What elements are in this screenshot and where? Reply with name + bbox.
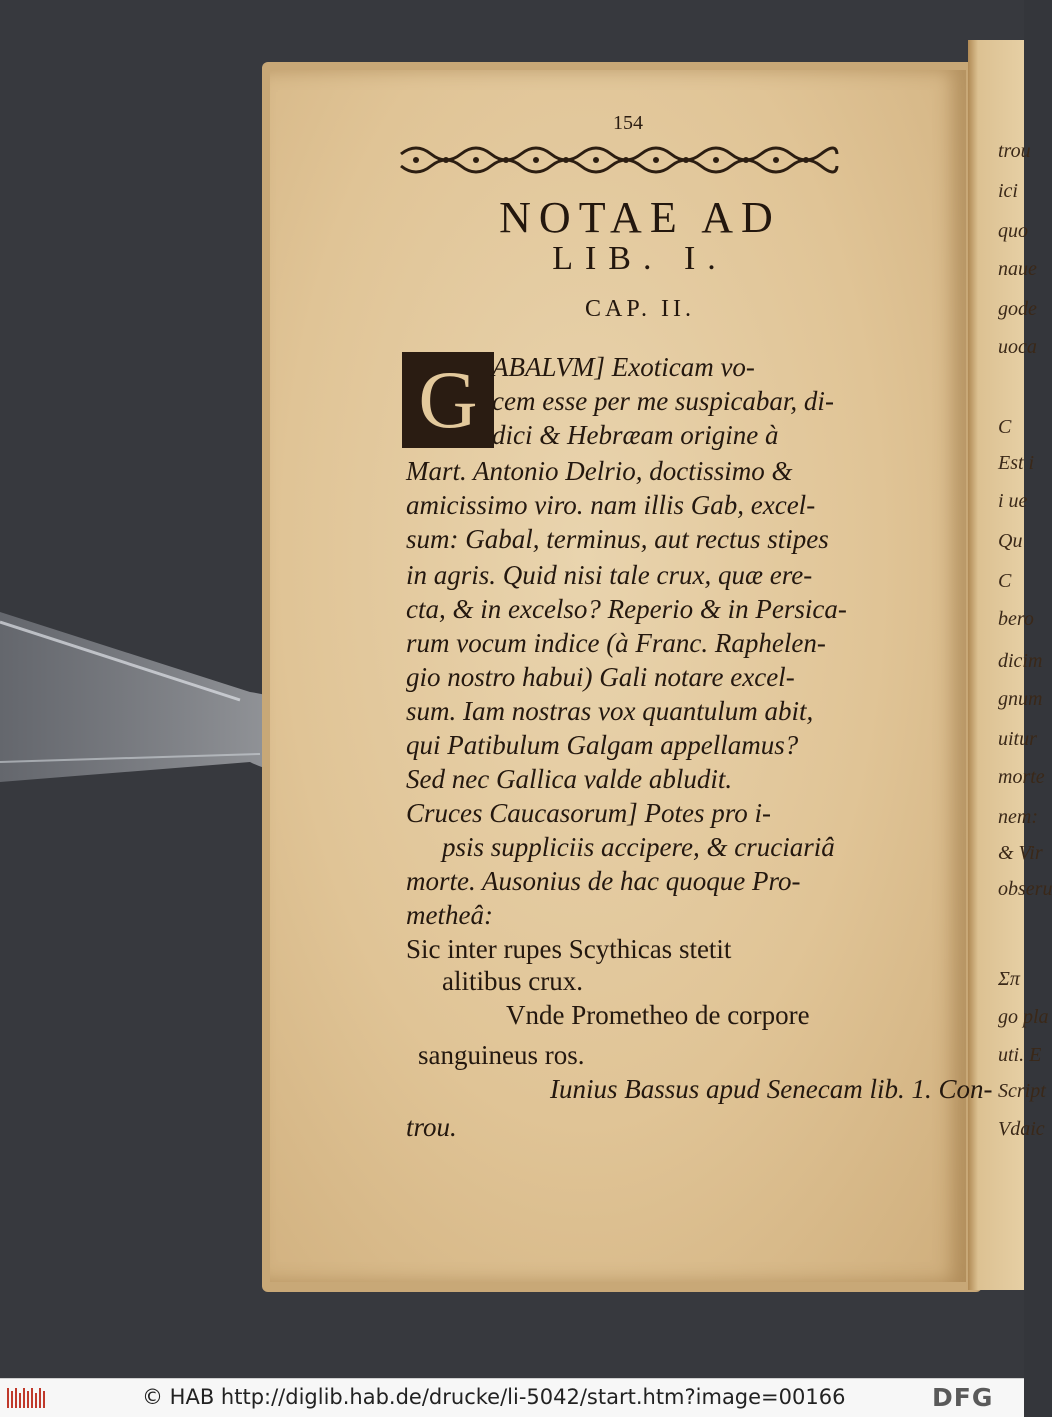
facing-page-fragment: morte [998,766,1045,788]
text-line: cem esse per me suspicabar, di- [492,386,834,416]
facing-page-fragment: uitur [998,728,1037,750]
text-line: Sic inter rupes Scythicas stetit [406,934,732,964]
text-line: Vnde Prometheo de corpore [506,1000,810,1030]
facing-page-fragment: Script [998,1080,1046,1102]
text-line: dici & Hebræam origine à [492,420,779,450]
facing-page-fragment: & Vir [998,842,1043,864]
text-line: sum. Iam nostras vox quantulum abit, [406,696,814,726]
text-line: cta, & in excelso? Reperio & in Persica- [406,594,847,624]
page-title: NOTAE AD [499,193,781,242]
text-line: sanguineus ros. [418,1040,585,1070]
facing-page-fragment: Σπ [998,968,1020,990]
facing-page-fragment: dicim [998,650,1043,672]
dfg-logo: DFG [932,1383,994,1412]
facing-page-fragment: obseru [998,878,1052,900]
facing-page-fragment: bero [998,608,1034,630]
copyright-link[interactable]: © HAB http://diglib.hab.de/drucke/li-5042/start.htm?image=00166 [142,1385,846,1409]
facing-page-fragment: uti. E [998,1044,1042,1066]
text-line: Mart. Antonio Delrio, doctissimo & [406,456,793,486]
facing-page-fragment: naue [998,258,1037,280]
facing-page-fragment: gnum [998,688,1043,710]
footer-bar [0,1378,1024,1417]
page-number: 154 [613,112,643,134]
text-line: amicissimo viro. nam illis Gab, excel- [406,490,816,520]
text-line: ABALVM] Exoticam vo- [492,352,755,382]
page-subtitle: LIB. I. [552,240,728,277]
text-line: metheâ: [406,900,493,930]
text-line: rum vocum indice (à Franc. Raphelen- [406,628,826,658]
text-line: sum: Gabal, terminus, aut rectus stipes [406,524,829,554]
facing-page-fragment: go pla [998,1006,1049,1028]
facing-page-fragment: C [998,416,1012,438]
facing-page-fragment: Qu [998,530,1023,552]
text-line: qui Patibulum Galgam appellamus? [406,730,799,760]
text-line: alitibus crux. [442,966,583,996]
facing-page-fragment: quo [998,220,1028,242]
facing-page-fragment: C [998,570,1012,592]
text-line: Cruces Caucasorum] Potes pro i- [406,798,771,828]
facing-page-fragment: uoca [998,336,1037,358]
facing-page-fragment: Vdaic [998,1118,1045,1140]
text-line: in agris. Quid nisi tale crux, quæ ere- [406,560,813,590]
text-line: trou. [406,1112,457,1142]
facing-page-fragment: nem: [998,806,1038,828]
decorated-initial: G [402,352,494,448]
facing-page-fragment: i ue [998,490,1028,512]
decorative-border-ornament [396,140,842,180]
barcode-logo-icon [6,1385,48,1411]
facing-page-fragment: trou [998,140,1031,162]
text-line: gio nostro habui) Gali notare excel- [406,662,795,692]
text-line: morte. Ausonius de hac quoque Pro- [406,866,801,896]
text-line: Sed nec Gallica valde abludit. [406,764,733,794]
text-line: psis suppliciis accipere, & cruciariâ [442,832,835,862]
chapter-heading: CAP. II. [584,296,695,322]
text-line: Iunius Bassus apud Senecam lib. 1. Con- [550,1074,993,1104]
facing-page-fragment: Est i [998,452,1035,474]
facing-page-fragment: gode [998,298,1037,320]
facing-page-fragment: ici [998,180,1018,202]
